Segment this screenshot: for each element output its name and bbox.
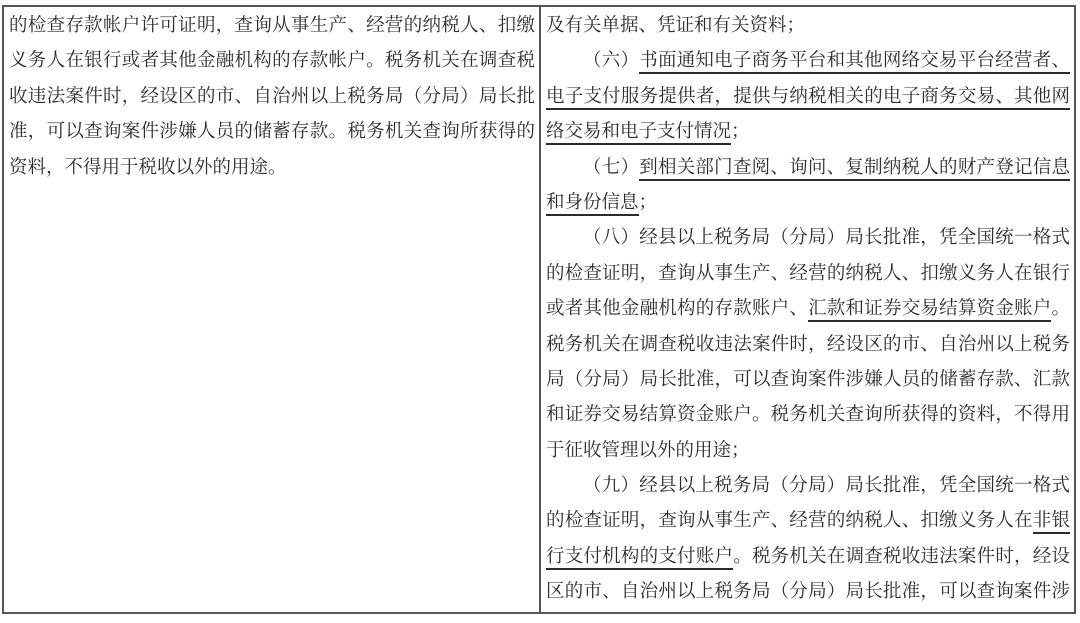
underlined-text-segment: 行支付机构的支付账户 — [546, 547, 733, 570]
underlined-text-segment: 和身份信息 — [546, 193, 639, 216]
text-line — [546, 363, 1070, 398]
text-segment: 局（分局）局长批准，可以查询案件涉嫌人员的储蓄存款、汇款 — [546, 369, 1070, 390]
text-segment: （七） — [583, 157, 640, 178]
text-line — [546, 80, 1070, 115]
text-segment: 或者其他金融机构的存款账户、 — [546, 299, 809, 320]
text-segment: 。 — [1051, 299, 1070, 320]
text-line — [546, 434, 1070, 469]
text-line — [546, 328, 1070, 363]
text-segment: ； — [731, 122, 750, 143]
underlined-text-segment: 书面通知电子商务平台和其他网络交易平台经营者、 — [639, 51, 1070, 74]
text-line — [546, 186, 1070, 221]
text-segment: 区的市、自治州以上税务局（分局）局长批准，可以查询案件涉 — [546, 582, 1070, 603]
text-segment: 于征收管理以外的用途； — [546, 440, 750, 461]
text-segment: （六） — [583, 51, 640, 72]
text-line — [546, 504, 1070, 539]
text-segment: 义务人在银行或者其他金融机构的存款帐户。税务机关在调查税 — [9, 51, 535, 72]
text-line — [9, 9, 535, 44]
underlined-text-segment: 非银 — [1033, 511, 1070, 534]
text-segment: 收违法案件时，经设区的市、自治州以上税务局（分局）局长批 — [9, 86, 535, 107]
text-line — [546, 469, 1070, 504]
underlined-text-segment: 到相关部门查阅、询问、复制纳税人的财产登记信息 — [639, 158, 1070, 181]
left-column-cell — [4, 7, 539, 612]
text-segment: 准，可以查询案件涉嫌人员的储蓄存款。税务机关查询所获得的 — [9, 122, 535, 143]
underlined-text-segment: 络交易和电子支付情况 — [546, 122, 731, 145]
text-line — [546, 575, 1070, 610]
text-segment: 资料，不得用于税收以外的用途。 — [9, 157, 287, 178]
text-line — [546, 398, 1070, 433]
text-segment: （九）经县以上税务局（分局）局长批准，凭全国统一格式 — [583, 476, 1070, 497]
text-segment: 。税务机关在调查税收违法案件时，经设 — [733, 546, 1070, 567]
text-segment: 的检查证明，查询从事生产、经营的纳税人、扣缴义务人在 — [546, 511, 1033, 532]
text-segment: （八）经县以上税务局（分局）局长批准，凭全国统一格式 — [583, 228, 1070, 249]
underlined-text-segment: 汇款和证券交易结算资金账户 — [808, 299, 1051, 322]
text-line — [9, 80, 535, 115]
text-line — [546, 44, 1070, 79]
text-segment: 和证券交易结算资金账户。税务机关查询所获得的资料，不得用 — [546, 405, 1070, 426]
text-line — [546, 540, 1070, 575]
text-segment: ； — [638, 192, 658, 213]
text-line — [546, 115, 1070, 150]
text-line — [546, 221, 1070, 256]
text-line — [546, 292, 1070, 327]
text-line — [546, 151, 1070, 186]
text-segment: 及有关单据、凭证和有关资料； — [546, 16, 806, 36]
text-line — [9, 44, 535, 79]
text-segment: 的检查存款帐户许可证明，查询从事生产、经营的纳税人、扣缴 — [9, 16, 535, 36]
text-line — [546, 257, 1070, 292]
text-line — [9, 151, 535, 186]
text-segment: 的检查证明，查询从事生产、经营的纳税人、扣缴义务人在银行 — [546, 263, 1070, 284]
right-column-cell — [539, 7, 1074, 612]
text-segment: 税务机关在调查税收违法案件时，经设区的市、自治州以上税务 — [546, 334, 1070, 355]
text-line — [546, 9, 1070, 44]
text-line — [9, 115, 535, 150]
comparison-table — [2, 5, 1076, 614]
underlined-text-segment: 电子支付服务提供者，提供与纳税相关的电子商务交易、其他网 — [546, 87, 1070, 110]
